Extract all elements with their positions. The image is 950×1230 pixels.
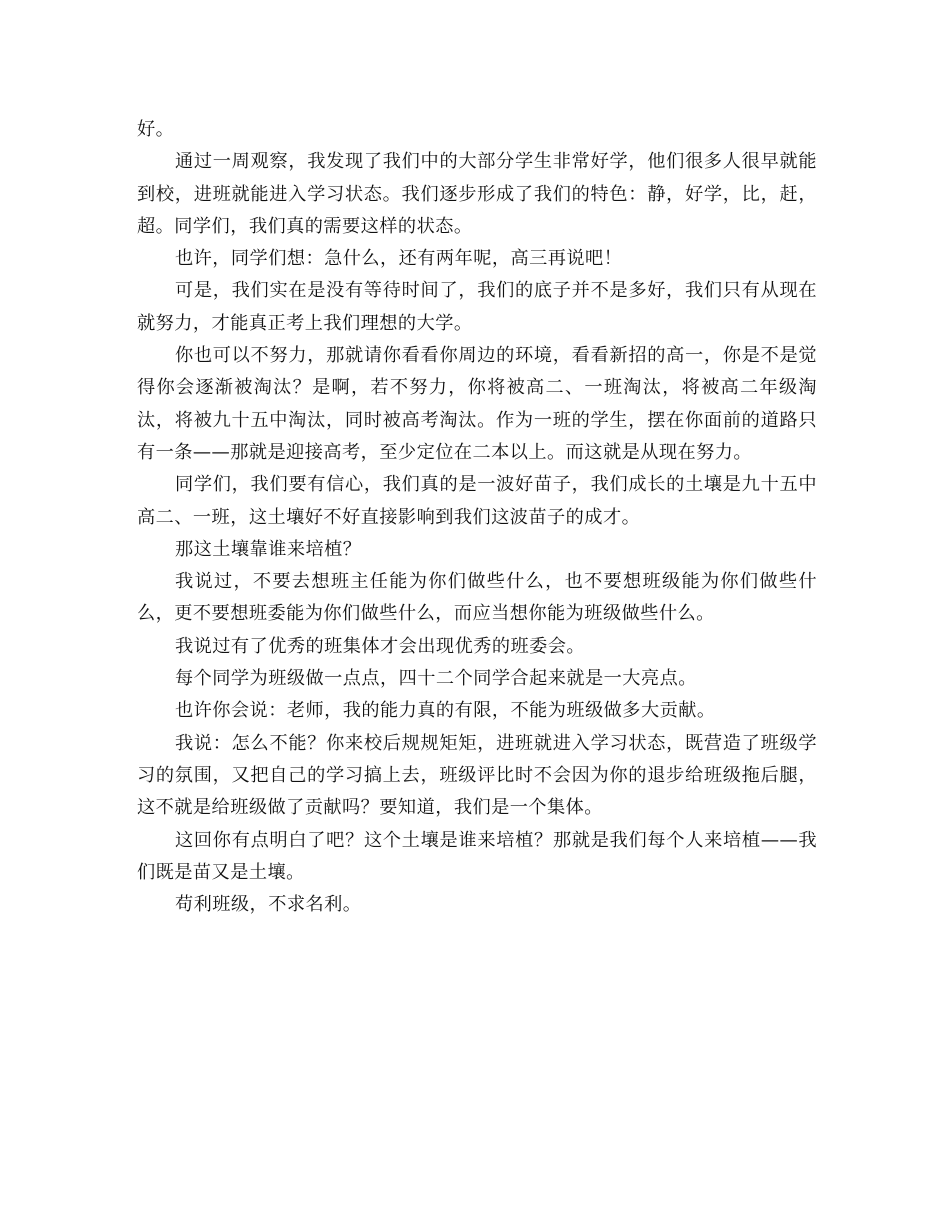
paragraph: 可是，我们实在是没有等待时间了，我们的底子并不是多好，我们只有从现在就努力，才能真正考上我们理想的大学。: [137, 280, 817, 334]
paragraph: 那这土壤靠谁来培植？: [175, 538, 362, 560]
paragraph: 也许，同学们想：急什么，还有两年呢，高三再说吧！: [175, 248, 623, 270]
paragraph: 我说过，不要去想班主任能为你们做些什么，也不要想班级能为你们做些什么，更不要想班委能为你们做些什么，而应当想你能为班级做些什么。: [137, 571, 817, 625]
paragraph: 我说过有了优秀的班集体才会出现优秀的班委会。: [175, 635, 586, 657]
paragraph: 每个同学为班级做一点点，四十二个同学合起来就是一大亮点。: [175, 668, 697, 690]
paragraph: 我说：怎么不能？你来校后规规矩矩，进班就进入学习状态，既营造了班级学习的氛围，又把自己的学习搞上去，班级评比时不会因为你的退步给班级拖后腿，这不就是给班级做了贡献吗？要知道，我们是一个集体。: [137, 732, 817, 819]
body-text: [137, 114, 817, 921]
paragraph: 这回你有点明白了吧？这个土壤是谁来培植？那就是我们每个人来培植——我们既是苗又是土壤。: [137, 829, 817, 883]
paragraph-continuation: 好。: [137, 119, 175, 140]
paragraph: 也许你会说：老师，我的能力真的有限，不能为班级做多大贡献。: [175, 700, 716, 722]
paragraph: 苟利班级，不求名利。: [175, 894, 362, 916]
paragraph: 通过一周观察，我发现了我们中的大部分学生非常好学，他们很多人很早就能到校，进班就能进入学习状态。我们逐步形成了我们的特色：静，好学，比，赶，超。同学们，我们真的需要这样的状态。: [137, 151, 817, 237]
paragraph: 你也可以不努力，那就请你看看你周边的环境，看看新招的高一，你是不是觉得你会逐渐被淘汰？是啊，若不努力，你将被高二、一班淘汰，将被高二年级淘汰，将被九十五中淘汰，同时被高考淘汰。作为一班的学生，摆在你面前的道路只有一条——那就是迎接高考，至少定位在二本以上。而这就是从现在努力。: [137, 345, 817, 463]
paragraph: 同学们，我们要有信心，我们真的是一波好苗子，我们成长的土壤是九十五中高二、一班，这土壤好不好直接影响到我们这波苗子的成才。: [137, 474, 817, 528]
